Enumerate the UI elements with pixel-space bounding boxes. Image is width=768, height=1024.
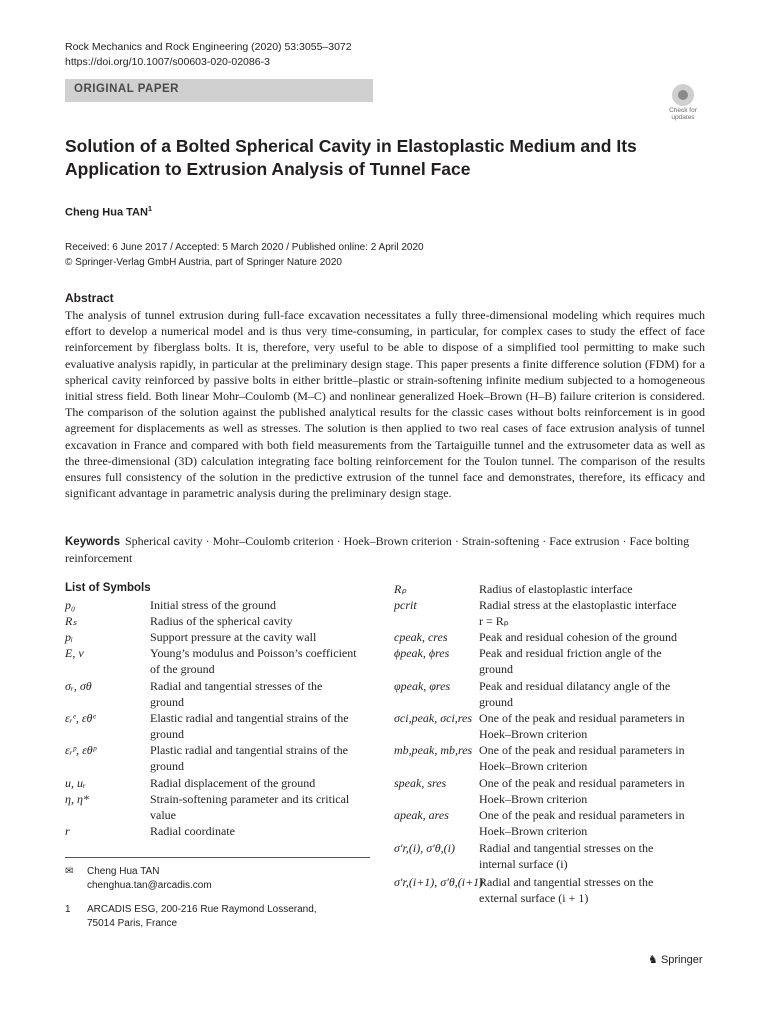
- symbol-left-description: Support pressure at the cavity wall: [150, 630, 317, 644]
- doi-link[interactable]: https://doi.org/10.1007/s00603-020-02086-3: [65, 56, 270, 68]
- envelope-icon: ✉: [65, 866, 74, 877]
- dates-line: Received: 6 June 2017 / Accepted: 5 March 2020 / Published online: 2 April 2020: [65, 242, 424, 253]
- symbol-left-symbol: r: [65, 824, 70, 838]
- copyright-line: © Springer-Verlag GmbH Austria, part of Springer Nature 2020: [65, 257, 342, 268]
- symbol-left-symbol: εᵣᵉ, εθᵉ: [65, 711, 96, 725]
- symbol-right-description: One of the peak and residual parameters in Hoek–Brown criterion: [479, 808, 685, 838]
- symbol-right-symbol: cpeak, cres: [394, 630, 448, 644]
- publication-dates: [65, 240, 424, 270]
- author-name: Cheng Hua TAN: [65, 206, 148, 219]
- footnote-divider: [65, 857, 370, 858]
- symbol-right-symbol: Rₚ: [394, 582, 407, 596]
- symbol-left-description: Strain-softening parameter and its critical value: [150, 792, 350, 822]
- keywords-label: Keywords: [65, 536, 120, 548]
- symbol-left-symbol: η, η*: [65, 792, 89, 806]
- symbol-left-symbol: pᵢ: [65, 630, 73, 644]
- author: [65, 204, 152, 219]
- correspondence-email[interactable]: chenghua.tan@arcadis.com: [87, 880, 212, 891]
- symbol-right-description: Radius of elastoplastic interface: [479, 582, 633, 596]
- symbol-left-description: Elastic radial and tangential strains of the ground: [150, 711, 349, 741]
- journal-citation: Rock Mechanics and Rock Engineering (2020) 53:3055–3072: [65, 41, 352, 53]
- symbol-left-description: Radial displacement of the ground: [150, 776, 316, 790]
- author-affiliation-mark: 1: [147, 204, 153, 213]
- check-updates-label: Check for updates: [669, 107, 697, 121]
- symbol-left-symbol: εᵣᵖ, εθᵖ: [65, 743, 97, 757]
- symbol-left-symbol: Rₛ: [65, 614, 77, 628]
- symbol-right-symbol: speak, sres: [394, 776, 447, 790]
- publisher-logo: [648, 953, 703, 966]
- correspondence-name: Cheng Hua TAN: [87, 866, 160, 877]
- symbol-right-description: Peak and residual friction angle of the ground: [479, 646, 662, 676]
- affiliation-line2: 75014 Paris, France: [87, 918, 178, 929]
- symbols-heading: List of Symbols: [65, 582, 151, 594]
- symbol-right-description: Peak and residual dilatancy angle of the ground: [479, 679, 671, 709]
- publisher-name: Springer: [660, 954, 703, 966]
- symbol-right-symbol: pcrit: [394, 598, 417, 612]
- abstract-heading: Abstract: [65, 291, 114, 305]
- springer-horse-icon: ♞: [648, 954, 658, 966]
- symbol-right-symbol: σ′r,(i+1), σ′θ,(i+1): [394, 875, 484, 889]
- symbol-right-symbol: σ′r,(i), σ′θ,(i): [394, 841, 455, 855]
- check-for-updates-badge[interactable]: [664, 84, 702, 124]
- symbol-right-description: Radial and tangential stresses on the external surface (i + 1): [479, 875, 654, 905]
- symbol-left-symbol: σᵣ, σθ: [65, 679, 92, 693]
- article-type-bar: [65, 79, 373, 102]
- keywords-list: Spherical cavity · Mohr–Coulomb criterion · Hoek–Brown criterion · Strain-softening · Face extrusion · Face bolting reinforcement: [65, 534, 690, 566]
- symbol-right-symbol: φpeak, φres: [394, 679, 451, 693]
- symbol-left-description: Radial and tangential stresses of the ground: [150, 679, 323, 709]
- symbol-right-symbol: mb,peak, mb,res: [394, 743, 473, 757]
- symbol-right-description: Radial and tangential stresses on the internal surface (i): [479, 841, 654, 871]
- symbol-right-description: Peak and residual cohesion of the ground: [479, 630, 677, 644]
- article-type: ORIGINAL PAPER: [74, 83, 179, 95]
- symbol-left-symbol: u, uᵣ: [65, 776, 86, 790]
- symbol-left-symbol: E, ν: [65, 646, 84, 660]
- symbol-left-description: Young’s modulus and Poisson’s coefficient of the ground: [150, 646, 357, 676]
- affiliation-number: 1: [65, 904, 71, 915]
- affiliation-line1: ARCADIS ESG, 200-216 Rue Raymond Losserand,: [87, 904, 317, 915]
- abstract-text: The analysis of tunnel extrusion during full-face excavation necessitates a fully three-dimensional modeling which requires much effort to develop a numerical model and is thus very time-consuming, in particular, for complex cases to study the effect of face reinforcement by fiberglass bolts. It is, therefore, very useful to be able to dispose of a simplified tool permitting to make such evaluative analysis rapidly, in particular at the preliminary design stage. This paper presents a finite difference solution (FDM) for a spherical cavity reinforced by passive bolts in either brittle–plastic or strain-softening infinite medium subjected to a homogeneous initial stress field. Both linear Mohr–Coulomb (M–C) and nonlinear generalized Hoek–Brown (H–B) failure criterion is considered. The comparison of the solution against the published analytical results for the classic cases without bolts reinforcement is in good agreement for displacements as well as stresses. The solution is then applied to two real cases of face extrusion analysis of tunnel excavation in France and compared with both field measurements from the Tartaiguille tunnel and the extrusometer data as well as the three-dimensional (3D) calculation integrating face bolting reinforcement for the Toulon tunnel. The comparison of the results ensures full consistency of the solution in the predictive extrusion of the tunnel face and demonstrates, therefore, its efficacy and significant advantage in parametric analysis during the preliminary design stage.: [65, 308, 705, 501]
- symbol-right-description: One of the peak and residual parameters in Hoek–Brown criterion: [479, 711, 685, 741]
- affiliation: [65, 903, 317, 931]
- journal-header: [65, 40, 352, 70]
- symbol-right-symbol: ϕpeak, ϕres: [394, 646, 450, 660]
- symbol-left-symbol: p₀: [65, 598, 76, 612]
- symbol-right-description: One of the peak and residual parameters in Hoek–Brown criterion: [479, 776, 685, 806]
- symbol-right-description: Radial stress at the elastoplastic interface r = Rₚ: [479, 598, 677, 628]
- check-updates-icon: [672, 84, 694, 106]
- symbol-right-description: One of the peak and residual parameters in Hoek–Brown criterion: [479, 743, 685, 773]
- keywords: [65, 533, 705, 566]
- symbol-right-symbol: σci,peak, σci,res: [394, 711, 473, 725]
- symbol-left-description: Plastic radial and tangential strains of the ground: [150, 743, 348, 773]
- correspondence: [65, 865, 212, 893]
- symbol-left-description: Radius of the spherical cavity: [150, 614, 293, 628]
- symbol-left-description: Radial coordinate: [150, 824, 235, 838]
- symbol-left-description: Initial stress of the ground: [150, 598, 276, 612]
- paper-title: Solution of a Bolted Spherical Cavity in Elastoplastic Medium and Its Application to Extrusion Analysis of Tunnel Face: [65, 136, 637, 179]
- symbol-right-symbol: apeak, ares: [394, 808, 449, 822]
